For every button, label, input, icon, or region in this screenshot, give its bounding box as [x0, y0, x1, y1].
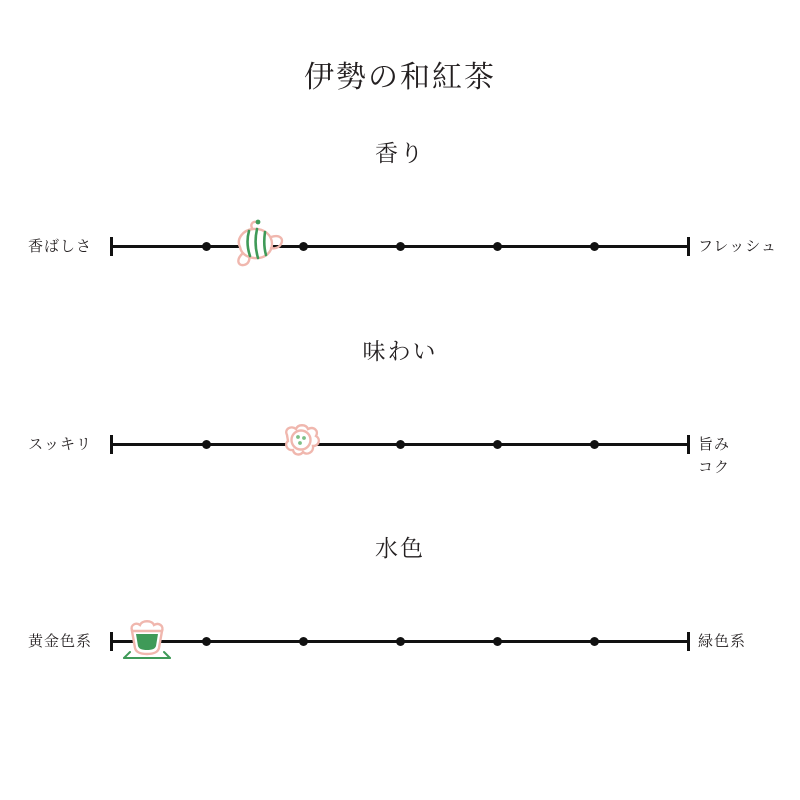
- axis-tick: [590, 242, 599, 251]
- page-title: 伊勢の和紅茶: [304, 61, 496, 94]
- axis-tick: [299, 242, 308, 251]
- axis-group-label: 味わい: [362, 339, 438, 364]
- axis-label-left: [28, 631, 92, 654]
- axis-group-3: [0, 530, 800, 650]
- axis-group-1: [0, 135, 800, 255]
- axis-group-2: [0, 333, 800, 476]
- axis-label-right: [698, 236, 777, 259]
- axis-cap-left: [110, 435, 113, 454]
- matcha-cup-icon: [114, 608, 184, 672]
- axis-tick: [396, 637, 405, 646]
- axis-label-left: [28, 236, 92, 259]
- axis-cap-right: [687, 237, 690, 256]
- axis-label-left-line: 香ばしさ: [27, 239, 92, 255]
- axis-label-right: [698, 434, 730, 479]
- axis-label-right-line: 旨み: [698, 437, 731, 453]
- axis-row: [0, 415, 800, 475]
- axis-tick: [590, 440, 599, 449]
- axis-label-right: [698, 631, 746, 654]
- axis-label-right-line: フレッシュ: [698, 239, 777, 255]
- axis-tick: [202, 242, 211, 251]
- axis-label-left: [28, 434, 92, 457]
- axis-label-left-line: 黄金色系: [27, 634, 92, 650]
- axis-tick: [493, 242, 502, 251]
- axis-label-right-line: 緑色系: [698, 634, 747, 650]
- axis-label-left-line: スッキリ: [28, 437, 92, 453]
- axis-group-label: 水色: [375, 536, 425, 561]
- axis-tick: [396, 440, 405, 449]
- axis-cap-right: [687, 435, 690, 454]
- axis-tick: [202, 637, 211, 646]
- axis-tick: [590, 637, 599, 646]
- axis-group-label: 香り: [375, 141, 425, 166]
- axis-tick: [202, 440, 211, 449]
- axis-cap-left: [110, 632, 113, 651]
- axis-row: [0, 612, 800, 672]
- axis-tick: [493, 440, 502, 449]
- axis-tick: [396, 242, 405, 251]
- axis-label-right-line: コク: [698, 459, 731, 476]
- teapot-icon: [224, 213, 294, 277]
- axis-row: [0, 217, 800, 277]
- teacup-top-icon: [267, 411, 337, 475]
- axis-tick: [299, 637, 308, 646]
- axis-cap-right: [687, 632, 690, 651]
- axis-cap-left: [110, 237, 113, 256]
- axis-tick: [493, 637, 502, 646]
